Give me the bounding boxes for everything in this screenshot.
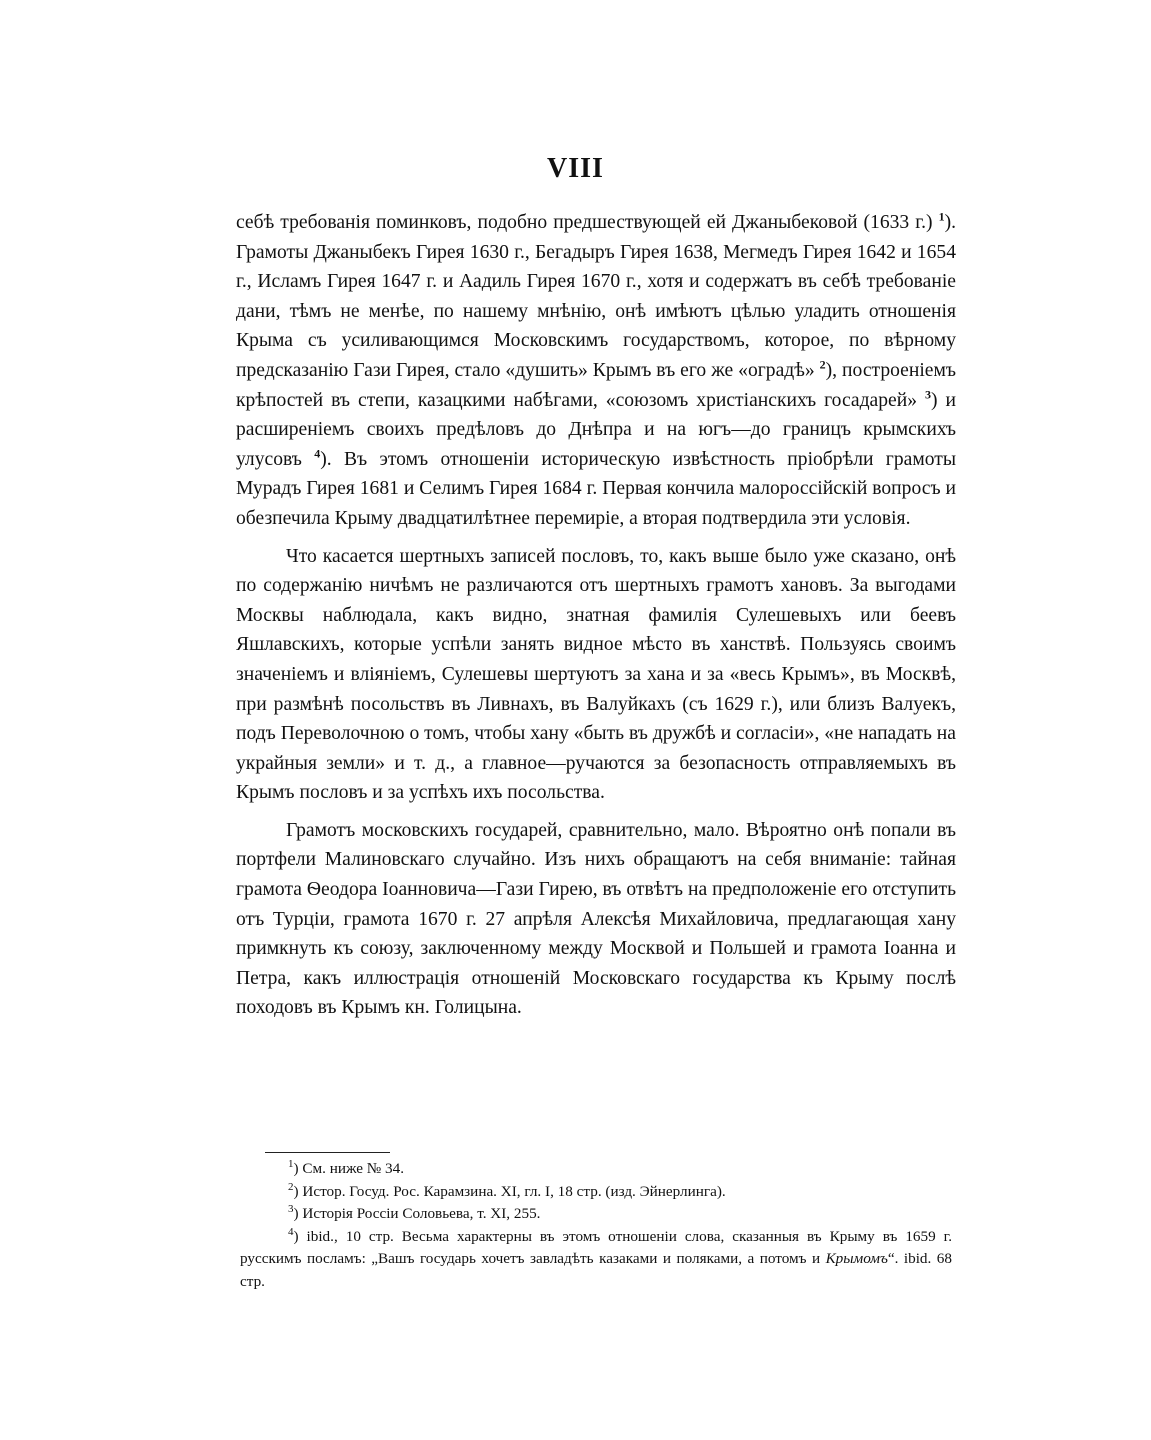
paragraph-1-part-4: ) и расширеніемъ своихъ предѣловъ до Днѣпра и на югъ—до границъ крымскихъ улусовъ	[236, 389, 956, 470]
footnote-1-text: ) См. ниже № 34.	[293, 1160, 405, 1177]
footnote-4-italic: Крымомъ	[825, 1250, 888, 1267]
paragraph-2: Что касается шертныхъ записей пословъ, то, какъ выше было уже сказано, онѣ по содержанію ничѣмъ не различаются отъ шертныхъ грамотъ хановъ. За выгодами Москвы наблюдала, какъ видно, знатная фамилія Сулешевыхъ или беевъ Яшлавскихъ, которые успѣли занять видное мѣсто въ ханствѣ. Пользуясь своимъ значеніемъ и вліяніемъ, Сулешевы шертуютъ за хана и за «весь Крымъ», въ Москвѣ, при размѣнѣ посольствъ въ Ливнахъ, въ Валуйкахъ (съ 1629 г.), или близъ Валуекъ, подъ Переволочною о томъ, чтобы хану «быть въ дружбѣ и согласіи», «не нападать на украйныя земли» и т. д., а главное—ручаются за безопасность отправляемыхъ въ Крымъ пословъ и за успѣхъ ихъ посольства.	[236, 545, 956, 804]
footnote-4-text-a: ) ibid., 10 стр. Весьма характерны въ этомъ отношеніи слова, сказанныя въ Крыму въ 1659 г. русскимъ посламъ: „Вашъ государь хочетъ завладѣть казаками и поляками, а потомъ и	[240, 1227, 952, 1267]
footnote-3-mark: 3	[288, 1202, 294, 1215]
footnote-2-text: ) Истор. Госуд. Рос. Карамзина. XI, гл. I, 18 стр. (изд. Эйнерлинга).	[293, 1182, 726, 1200]
footnote-ref-3[interactable]: 3	[925, 387, 931, 402]
paragraph-1-part-2: ). Грамоты Джаныбекъ Гирея 1630 г., Бегадыръ Гирея 1638, Мегмедъ Гирея 1642 и 1654 г., Исламъ Гирея 1647 г. и Аадиль Гирея 1670 г., хотя и содержатъ въ себѣ требованіе дани, тѣмъ не менѣе, по нашему мнѣнію, онѣ имѣютъ цѣлью уладить отношенія Крыма съ усиливающимся Московскимъ государствомъ, которое, по вѣрному предсказанію Гази Гирея, стало «душить» Крымъ въ его же «оградѣ»	[236, 212, 956, 381]
paragraph-1-part-1: себѣ требованія поминковъ, подобно предшествующей ей Джаныбековой (1633 г.)	[236, 212, 939, 233]
main-text	[236, 208, 956, 1023]
footnote-4-mark: 4	[288, 1225, 294, 1238]
footnote-3-text: ) Исторія Россіи Соловьева, т. XI, 255.	[293, 1205, 541, 1222]
footnote-1	[240, 1158, 952, 1181]
paragraph-1-part-5: ). Въ этомъ отношеніи историческую извѣстность пріобрѣли грамоты Мурадъ Гирея 1681 и Селимъ Гирея 1684 г. Первая кончила малороссійскій вопросъ и обезпечила Крыму двадцатилѣтнее перемиріе, а вторая подтвердила эти условія.	[236, 448, 956, 529]
paragraph-1-part-3: ), построеніемъ крѣпостей въ степи, казацкими набѣгами, «союзомъ христіанскихъ госадарей»	[236, 359, 957, 411]
paragraph-3: Грамотъ московскихъ государей, сравнительно, мало. Вѣроятно онѣ попали въ портфели Малиновскаго случайно. Изъ нихъ обращаютъ на себя вниманіе: тайная грамота Ѳеодора Іоанновича—Гази Гирею, въ отвѣтъ на предположеніе его отступить отъ Турціи, грамота 1670 г. 27 апрѣля Алексѣя Михайловича, предлагающая хану примкнуть къ союзу, заключенному между Москвой и Польшей и грамота Іоанна и Петра, какъ иллюстрація отношеній Московскаго государства къ Крыму послѣ походовъ въ Крымъ кн. Голицына.	[236, 819, 956, 1019]
footnote-ref-4[interactable]: 4	[314, 446, 321, 461]
footnote-2-mark: 2	[288, 1180, 294, 1193]
footnote-ref-2[interactable]: 2	[819, 357, 826, 372]
footnote-3	[240, 1203, 952, 1226]
page-number: VIII	[547, 153, 604, 184]
footnote-4	[240, 1226, 952, 1294]
footnotes	[240, 1158, 952, 1293]
footnote-1-mark: 1	[288, 1157, 294, 1170]
footnote-divider	[265, 1152, 390, 1153]
footnote-2	[240, 1181, 952, 1204]
paragraph-1	[236, 208, 956, 534]
footnote-ref-1[interactable]: 1	[938, 209, 945, 224]
footnote-4-text-b: “. ibid. 68 стр.	[240, 1250, 952, 1290]
